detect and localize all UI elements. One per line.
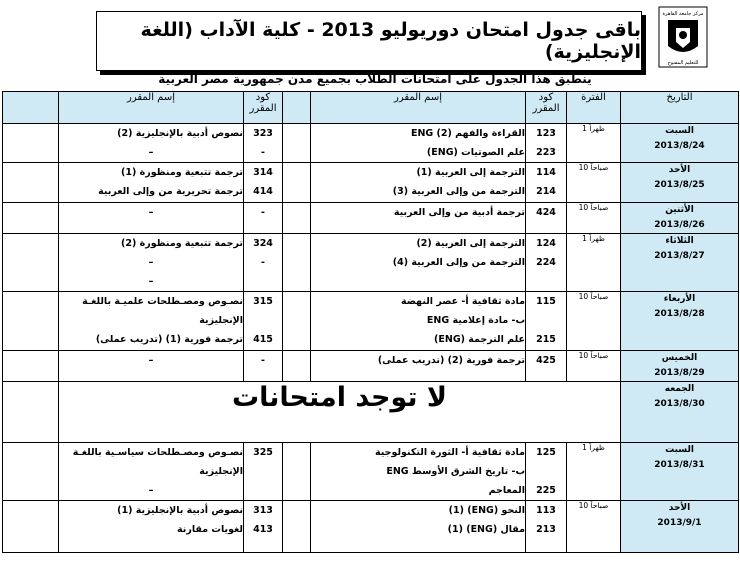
course-name-b-cell — [59, 234, 244, 292]
cell-line: نصـوص ومصـطلحات علميـة باللغـة — [82, 296, 243, 307]
cell-line: ترجمة فورية (1) (تدريب عملى) — [95, 334, 243, 345]
date-cell — [621, 124, 739, 163]
gap-cell — [3, 351, 59, 382]
header-course-code-b: كود المقرر — [244, 92, 283, 124]
course-name-b-cell — [59, 351, 244, 382]
cell-line: 325 — [253, 447, 273, 458]
gap-cell — [283, 292, 311, 351]
period-cell: 10 صباحاً — [567, 501, 621, 553]
period-cell: 10 صباحاً — [567, 203, 621, 234]
period-cell: 10 صباحاً — [567, 292, 621, 351]
exam-date: 2013/8/27 — [654, 251, 705, 261]
gap-cell — [283, 234, 311, 292]
no-exams-banner: لا توجد امتحانات — [59, 382, 621, 443]
table-row — [3, 501, 739, 553]
period-cell: 1 ظهراً — [567, 124, 621, 163]
course-name-b-cell — [59, 124, 244, 163]
course-code-a-cell — [526, 203, 567, 234]
cell-line: 223 — [536, 147, 556, 158]
course-code-a-cell — [526, 443, 567, 501]
course-code-a-cell — [526, 124, 567, 163]
table-row — [3, 234, 739, 292]
cell-line: – — [148, 485, 154, 496]
table-body — [3, 124, 739, 553]
cell-line: 425 — [536, 355, 556, 366]
course-code-a-cell — [526, 234, 567, 292]
date-cell — [621, 351, 739, 382]
cell-line: 413 — [253, 524, 273, 535]
cell-line: - — [261, 355, 265, 366]
table-row — [3, 443, 739, 501]
day-name: الأحد — [668, 165, 691, 175]
gap-cell — [283, 163, 311, 203]
course-code-b-cell — [244, 124, 283, 163]
course-name-b-cell — [59, 203, 244, 234]
cell-line: مقال (ENG) (1) — [447, 524, 525, 535]
table-row — [3, 163, 739, 203]
page-title-text: باقى جدول امتحان دوريوليو 2013 - كلية الآداب (اللغة الإنجليزية) — [140, 19, 641, 63]
cell-line: مادة ثقافية أ- الثورة التكنولوجية — [375, 447, 525, 458]
gap-cell — [283, 443, 311, 501]
exam-date: 2013/8/24 — [654, 141, 705, 151]
course-name-a-cell — [311, 234, 526, 292]
logo-bottom-text: للتعليم المفتوح — [667, 60, 699, 66]
course-code-b-cell — [244, 351, 283, 382]
course-code-b-cell — [244, 203, 283, 234]
cell-line: – — [148, 276, 154, 287]
cell-line: 323 — [253, 128, 273, 139]
course-code-a-cell — [526, 292, 567, 351]
date-cell — [621, 443, 739, 501]
date-cell — [621, 501, 739, 553]
page-subtitle: ينطبق هذا الجدول على امتحانات الطلاب بجميع مدن جمهورية مصر العربية — [158, 72, 592, 86]
cell-line: ب- مادة إعلامية ENG — [426, 315, 525, 326]
gap-cell — [283, 124, 311, 163]
cell-line: ترجمة فورية (2) (تدريب عملى) — [377, 355, 525, 366]
cell-line: النحو (ENG) (1) — [448, 505, 525, 516]
gap-cell — [3, 501, 59, 553]
cell-line: 414 — [253, 186, 273, 197]
cell-line: نصوص أدبية بالإنجليزية (1) — [117, 505, 243, 516]
cell-line: الترجمة من وإلى العربية (3) — [392, 186, 525, 197]
cell-line: – — [148, 355, 154, 366]
cell-line: ب- تاريخ الشرق الأوسط ENG — [386, 466, 525, 477]
course-code-b-cell — [244, 234, 283, 292]
page-title — [96, 11, 642, 71]
course-code-a-cell — [526, 501, 567, 553]
header-gap — [283, 92, 311, 124]
day-name: السبت — [665, 445, 694, 455]
cell-line: علم الصوتيات (ENG) — [426, 147, 525, 158]
exam-date: 2013/8/31 — [654, 460, 705, 470]
course-name-a-cell — [311, 501, 526, 553]
day-name: السبت — [665, 126, 694, 136]
course-code-b-cell — [244, 292, 283, 351]
cell-line: 313 — [253, 505, 273, 516]
gap-cell — [3, 163, 59, 203]
cell-line: 225 — [536, 485, 556, 496]
cell-line — [244, 481, 282, 500]
exam-date: 2013/8/25 — [654, 180, 705, 190]
cell-line: ترجمة تحريرية من وإلى العربية — [98, 186, 243, 197]
cell-line: الإنجليزية — [199, 315, 243, 326]
date-cell — [621, 203, 739, 234]
table-header-row — [3, 92, 739, 124]
table-row — [3, 203, 739, 234]
cell-line: 115 — [536, 296, 556, 307]
day-name: الجمعه — [664, 384, 695, 394]
course-code-b-cell — [244, 443, 283, 501]
exam-date: 2013/8/28 — [654, 309, 705, 319]
day-name: الأثنين — [665, 205, 694, 215]
header-gap-left — [3, 92, 59, 124]
table-row — [3, 382, 739, 443]
header-course-code-a: كود المقرر — [526, 92, 567, 124]
cell-line: الترجمة إلى العربية (2) — [416, 238, 525, 249]
cell-line — [526, 462, 566, 481]
cell-line: مادة ثقافية أ- عصر النهضة — [400, 296, 525, 307]
cell-line: – — [148, 257, 154, 268]
cell-line: علم الترجمة (ENG) — [434, 334, 525, 345]
table-row — [3, 351, 739, 382]
cell-line: ترجمة تتبعية ومنظورة (1) — [121, 167, 243, 178]
exam-date: 2013/8/29 — [654, 368, 705, 378]
university-logo — [658, 6, 708, 68]
period-cell: 1 ظهراً — [567, 443, 621, 501]
cell-line: 314 — [253, 167, 273, 178]
course-code-a-cell — [526, 163, 567, 203]
course-name-a-cell — [311, 124, 526, 163]
cell-line: 315 — [253, 296, 273, 307]
exam-date: 2013/8/30 — [654, 399, 705, 409]
period-cell: 1 ظهراً — [567, 234, 621, 292]
cell-line: 114 — [536, 167, 556, 178]
gap-cell — [283, 501, 311, 553]
date-cell — [621, 292, 739, 351]
cell-line: نصوص أدبية بالإنجليزية (2) — [117, 128, 243, 139]
cell-line: ترجمة تتبعية ومنظورة (2) — [121, 238, 243, 249]
course-name-a-cell — [311, 203, 526, 234]
course-code-b-cell — [244, 501, 283, 553]
cell-line: الترجمة إلى العربية (1) — [416, 167, 525, 178]
course-name-b-cell — [59, 443, 244, 501]
gap-cell — [283, 351, 311, 382]
header-course-name-a: إسم المقرر — [311, 92, 526, 124]
day-name: الثلاثاء — [665, 236, 694, 246]
header-period: الفترة — [567, 92, 621, 124]
cell-line: 123 — [536, 128, 556, 139]
header-course-name-b: إسم المقرر — [59, 92, 244, 124]
cell-line — [526, 311, 566, 330]
cell-line: 124 — [536, 238, 556, 249]
gap-cell — [3, 234, 59, 292]
cell-line: 415 — [253, 334, 273, 345]
cell-line: - — [261, 257, 265, 268]
cell-line: - — [261, 147, 265, 158]
cell-line: 113 — [536, 505, 556, 516]
table-row — [3, 124, 739, 163]
gap-cell — [283, 203, 311, 234]
cell-line: – — [148, 207, 154, 218]
cell-line: 324 — [253, 238, 273, 249]
gap-cell — [3, 292, 59, 351]
cell-line: المعاجم — [488, 485, 525, 496]
period-cell: 10 صباحاً — [567, 351, 621, 382]
gap-cell — [3, 382, 59, 443]
cell-line: – — [148, 147, 154, 158]
course-name-a-cell — [311, 351, 526, 382]
cell-line: - — [261, 207, 265, 218]
exam-schedule-table — [2, 91, 739, 553]
day-name: الأربعاء — [663, 294, 696, 304]
cell-line: الإنجليزية — [199, 466, 243, 477]
header-date: التاريخ — [621, 92, 739, 124]
course-code-b-cell — [244, 163, 283, 203]
logo-top-text: مركز جامعة القاهرة — [662, 11, 704, 17]
gap-cell — [3, 124, 59, 163]
cell-line: الترجمة من وإلى العربية (4) — [392, 257, 525, 268]
cell-line: 424 — [536, 207, 556, 218]
date-cell — [621, 234, 739, 292]
cell-line: القراءة والفهم ENG (2) — [410, 128, 525, 139]
course-name-a-cell — [311, 443, 526, 501]
exam-date: 2013/8/26 — [654, 220, 705, 230]
cell-line: 215 — [536, 334, 556, 345]
cell-line — [244, 462, 282, 481]
cell-line: 213 — [536, 524, 556, 535]
date-cell — [621, 382, 739, 443]
gap-cell — [3, 443, 59, 501]
exam-date: 2013/9/1 — [657, 518, 702, 528]
cell-line: ترجمة أدبية من وإلى العربية — [393, 207, 525, 218]
cell-line: لغويات مقارنة — [177, 524, 243, 535]
table-row — [3, 292, 739, 351]
gap-cell — [3, 203, 59, 234]
course-name-a-cell — [311, 163, 526, 203]
day-name: الأحد — [668, 503, 691, 513]
course-name-a-cell — [311, 292, 526, 351]
course-name-b-cell — [59, 292, 244, 351]
cell-line — [244, 311, 282, 330]
day-name: الخميس — [661, 353, 698, 363]
cell-line: 224 — [536, 257, 556, 268]
course-name-b-cell — [59, 501, 244, 553]
course-name-b-cell — [59, 163, 244, 203]
period-cell: 10 صباحاً — [567, 163, 621, 203]
cell-line: 125 — [536, 447, 556, 458]
cell-line: نصـوص ومصـطلحات سياسـية باللغـة — [72, 447, 243, 458]
date-cell — [621, 163, 739, 203]
cell-line: 214 — [536, 186, 556, 197]
course-code-a-cell — [526, 351, 567, 382]
